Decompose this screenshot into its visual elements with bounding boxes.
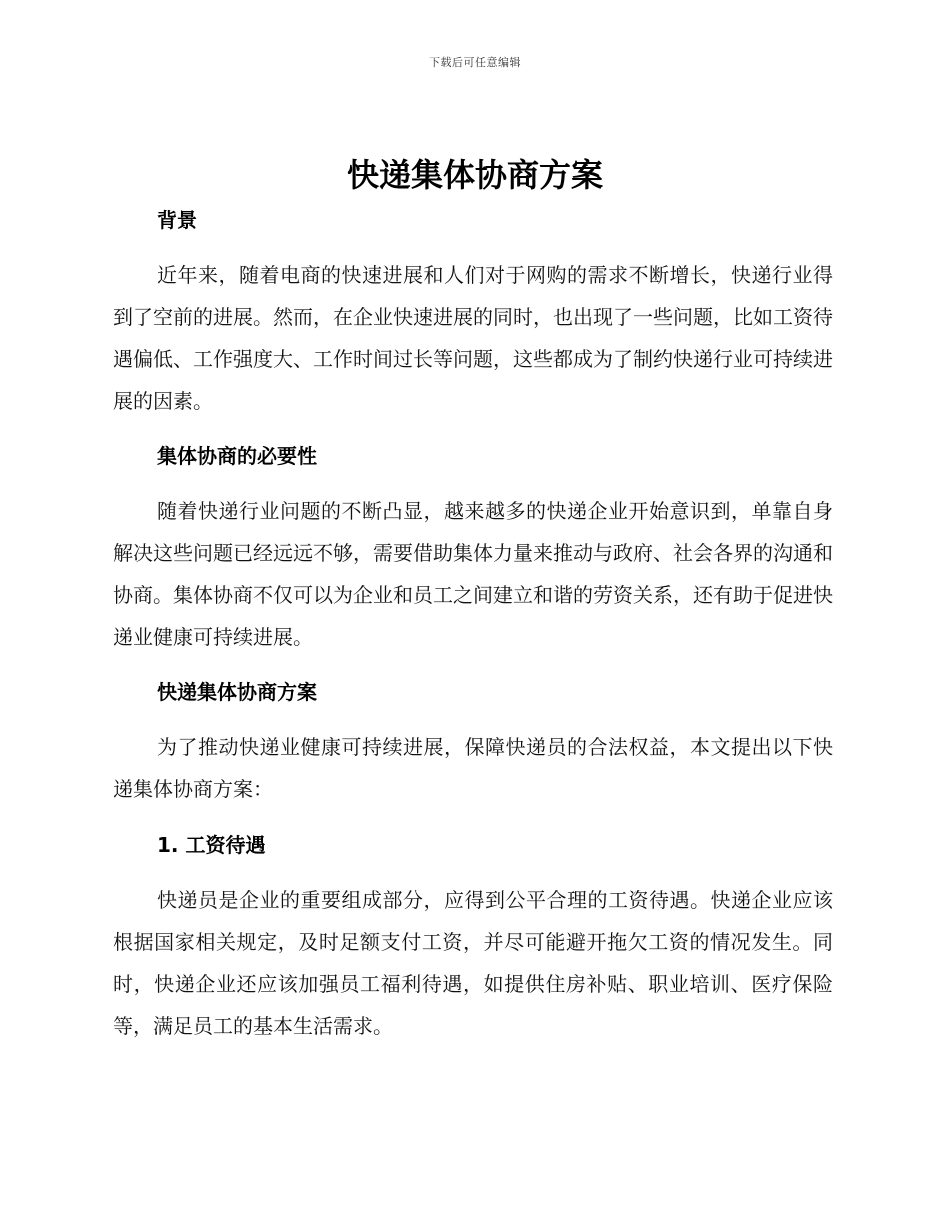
section-paragraph-necessity: 随着快递行业问题的不断凸显，越来越多的快递企业开始意识到，单靠自身解决这些问题已经远远不够，需要借助集体力量来推动与政府、社会各界的沟通和协商。集体协商不仅可以为企业和员工之间建立和谐的劳资关系，还有助于促进快递业健康可持续进展。 (113, 499, 833, 649)
section-heading-background: 背景 (157, 208, 197, 232)
section-heading-necessity: 集体协商的必要性 (157, 444, 317, 468)
section-paragraph-background: 近年来，随着电商的快速进展和人们对于网购的需求不断增长，快递行业得到了空前的进展。然而，在企业快速进展的同时，也出现了一些问题，比如工资待遇偏低、工作强度大、工作时间过长等问题，这些都成为了制约快递行业可持续进展的因素。 (113, 263, 833, 413)
section-heading-plan: 快递集体协商方案 (157, 680, 317, 704)
section-paragraph-plan: 为了推动快递业健康可持续进展，保障快递员的合法权益，本文提出以下快递集体协商方案： (113, 735, 833, 801)
section-paragraph-wages: 快递员是企业的重要组成部分，应得到公平合理的工资待遇。快递企业应该根据国家相关规定，及时足额支付工资，并尽可能避开拖欠工资的情况发生。同时，快递企业还应该加强员工福利待遇，如提供住房补贴、职业培训、医疗保险等，满足员工的基本生活需求。 (113, 888, 833, 1038)
document-title: 快递集体协商方案 (346, 156, 603, 194)
header-note: 下载后可任意编辑 (429, 56, 521, 69)
section-heading-wages: 1. 工资待遇 (157, 833, 266, 857)
